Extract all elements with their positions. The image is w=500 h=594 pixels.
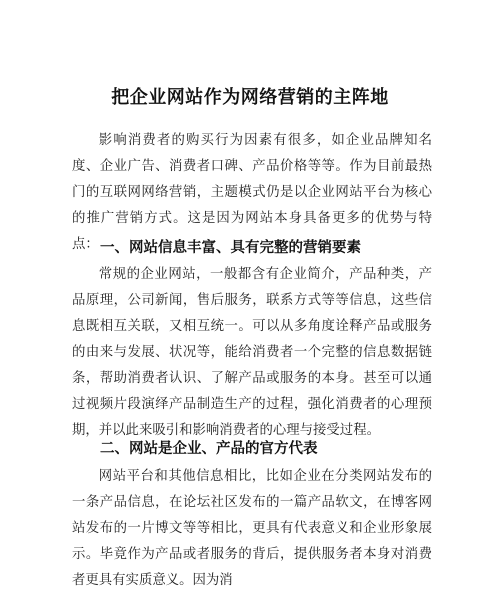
- section-body-1: 常规的企业网站，一般都含有企业简介，产品种类，产品原理，公司新闻，售后服务，联系方式等等信息，这些信息既相互关联，又相互统一。可以从多角度诠释产品或服务的由来与发展、状况等，能给消费者一个完整的信息数据链条，帮助消费者认识、了解产品或服务的本身。甚至可以通过视频片段演绎产品制造生产的过程，强化消费者的心理预期，并以此来吸引和影响消费者的心理与接受过程。: [72, 267, 432, 438]
- document-title: 把企业网站作为网络营销的主阵地: [111, 87, 389, 108]
- section-body-2: 网站平台和其他信息相比，比如企业在分类网站发布的一条产品信息，在论坛社区发布的一篇产品软文，在博客网站发布的一片博文等等相比，更具有代表意义和企业形象展示。毕竟作为产品或者服务的背后，提供服务者本身对消费者更具有实质意义。因为消: [72, 469, 432, 588]
- intro-paragraph: 影响消费者的购买行为因素有很多，如企业品牌知名度、企业广告、消费者口碑、产品价格等等。作为目前最热门的互联网网络营销，主题模式仍是以企业网站平台为核心的推广营销方式。这是因为网站本身具备更多的优势与特点：: [72, 133, 432, 252]
- section-heading-1: 一、网站信息丰富、具有完整的营销要素: [100, 239, 361, 256]
- section-heading-2: 二、网站是企业、产品的官方代表: [100, 440, 318, 457]
